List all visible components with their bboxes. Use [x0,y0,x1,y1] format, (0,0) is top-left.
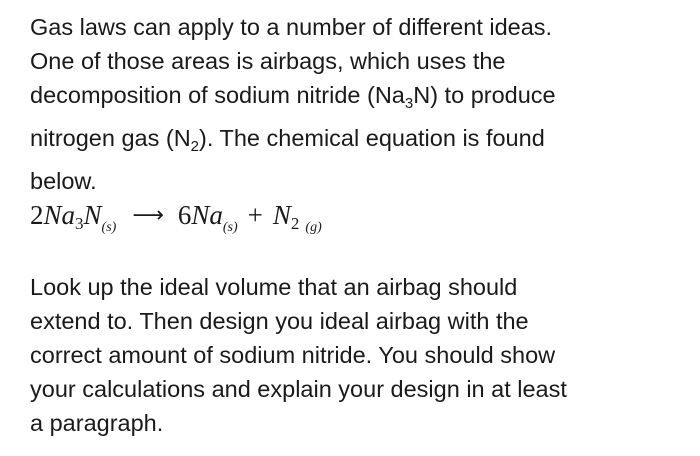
product2-state: (g) [305,220,322,235]
reactant-state: (s) [101,220,117,235]
intro-line-4-subscript: 2 [190,138,200,155]
intro-line-2: One of those areas is airbags, which uses the [30,48,506,74]
intro-line-5: below. [30,168,97,194]
product2-subscript: 2 [290,214,300,233]
product1-state: (s) [222,220,238,235]
reactant-element-a: Na [43,200,76,230]
intro-line-4-end: ). The chemical equation is found [199,125,545,151]
intro-line-4-text: nitrogen gas (N [30,125,191,151]
product1-coefficient: 6 [177,200,192,230]
task-line-3: correct amount of sodium nitride. You should show [30,342,556,368]
reaction-arrow-icon: ⟶ [132,203,164,228]
intro-line-3 [30,78,690,121]
intro-line-1: Gas laws can apply to a number of different ideas. [30,14,553,40]
intro-line-4 [30,121,690,164]
task-line-5: a paragraph. [30,410,164,436]
task-line-4: your calculations and explain your design in at least [30,376,567,402]
task-line-1: Look up the ideal volume that an airbag should [30,274,518,300]
plus-sign: + [247,200,263,230]
intro-line-3-text: decomposition of sodium nitride (Na [30,82,405,108]
reactant-coefficient: 2 [30,200,44,230]
reactant-subscript: 3 [75,214,84,233]
product1-element: Na [191,200,223,230]
chemical-equation [30,200,322,244]
task-paragraph [30,270,690,440]
intro-paragraph [30,10,690,198]
reactant-element-b: N [83,200,102,230]
task-line-2: extend to. Then design you ideal airbag with the [30,308,529,334]
product2-element: N [272,200,291,230]
intro-line-3-subscript: 3 [404,95,414,112]
intro-line-3-end: N) to produce [413,82,556,108]
